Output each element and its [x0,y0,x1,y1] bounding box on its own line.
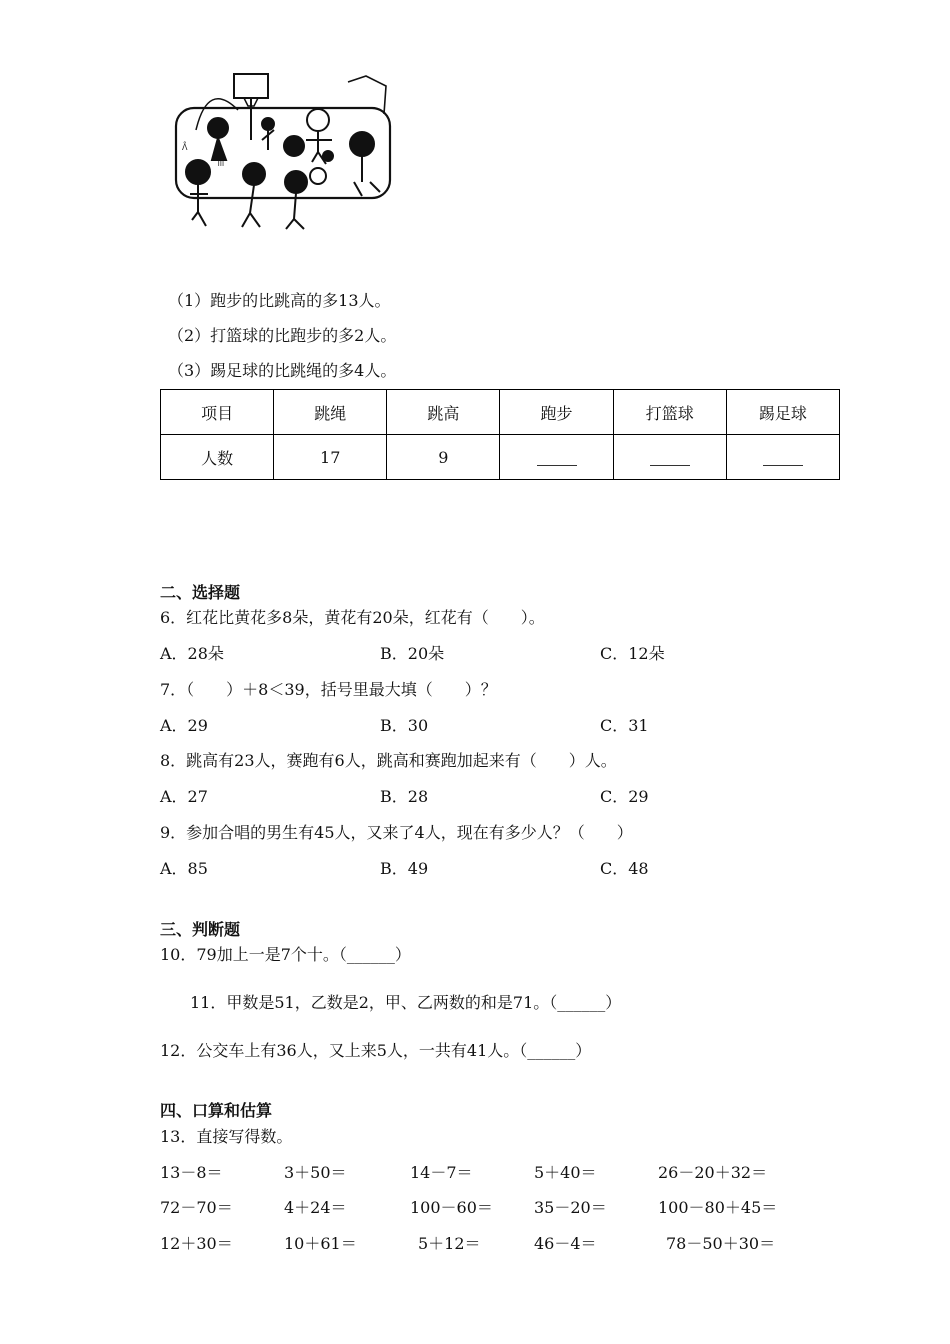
calc-item: 26－20＋32＝ [658,1163,768,1182]
calc-item: 78－50＋30＝ [666,1234,776,1253]
question-6-stem: 6．红花比黄花多8朵，黄花有20朵，红花有（ ）。 [160,608,545,627]
calc-item: 100－80＋45＝ [658,1198,778,1217]
table-header-cell: 跳绳 [274,390,387,435]
table-header-cell: 跑步 [500,390,613,435]
children-sports-illustration [168,70,398,248]
question-7-option-c[interactable]: C．31 [600,716,649,735]
section-title-choice: 二、选择题 [160,583,241,602]
answer-blank-football[interactable] [726,435,839,480]
question-9-option-b[interactable]: B．49 [380,859,429,878]
question-10: 10．79加上一是7个十。（______） [160,945,411,964]
calc-item: 5＋12＝ [418,1234,481,1253]
table-header-cell: 打篮球 [613,390,726,435]
question-8-option-c[interactable]: C．29 [600,787,649,806]
section-title-mental-math: 四、口算和估算 [160,1101,273,1120]
question-7-stem: 7．（ ）＋8＜39，括号里最大填（ ）？ [160,680,497,699]
table-cell: 9 [387,435,500,480]
question-6-option-b[interactable]: B．20朵 [380,644,445,663]
section-title-judge: 三、判断题 [160,920,241,939]
question-6-option-c[interactable]: C．12朵 [600,644,665,663]
calc-item: 4＋24＝ [284,1198,347,1217]
calc-item: 13－8＝ [160,1163,223,1182]
table-header-cell: 跳高 [387,390,500,435]
question-8-option-b[interactable]: B．28 [380,787,429,806]
table-header-cell: 踢足球 [726,390,839,435]
sports-count-table [160,389,840,480]
condition-3: （3）踢足球的比跳绳的多4人。 [168,361,397,380]
question-8-option-a[interactable]: A．27 [160,787,208,806]
svg-text:ᗰ: ᗰ [218,159,224,168]
question-9-option-a[interactable]: A．85 [160,859,208,878]
question-9-stem: 9．参加合唱的男生有45人，又来了4人，现在有多少人？（ ） [160,823,633,842]
question-9-option-c[interactable]: C．48 [600,859,649,878]
question-7-option-b[interactable]: B．30 [380,716,429,735]
condition-2: （2）打篮球的比跑步的多2人。 [168,326,397,345]
answer-blank-basketball[interactable] [613,435,726,480]
svg-text:ᐰ: ᐰ [182,143,188,152]
question-6-option-a[interactable]: A．28朵 [160,644,224,663]
condition-1: （1）跑步的比跳高的多13人。 [168,291,391,310]
question-8-stem: 8．跳高有23人，赛跑有6人，跳高和赛跑加起来有（ ）人。 [160,751,617,770]
calc-item: 3＋50＝ [284,1163,347,1182]
question-7-option-a[interactable]: A．29 [160,716,208,735]
question-11: 11．甲数是51，乙数是2，甲、乙两数的和是71。（______） [190,993,622,1012]
calc-item: 12＋30＝ [160,1234,233,1253]
table-header-row [161,390,840,435]
calc-item: 46－4＝ [534,1234,597,1253]
table-cell: 17 [274,435,387,480]
calc-item: 5＋40＝ [534,1163,597,1182]
calc-item: 10＋61＝ [284,1234,357,1253]
question-13-prompt: 13．直接写得数。 [160,1127,293,1146]
table-header-cell: 项目 [161,390,274,435]
calc-item: 14－7＝ [410,1163,473,1182]
table-cell: 人数 [161,435,274,480]
calc-item: 100－60＝ [410,1198,493,1217]
answer-blank-running[interactable] [500,435,613,480]
calc-item: 35－20＝ [534,1198,607,1217]
calc-item: 72－70＝ [160,1198,233,1217]
question-12: 12．公交车上有36人，又上来5人，一共有41人。（______） [160,1041,592,1060]
table-row [161,435,840,480]
